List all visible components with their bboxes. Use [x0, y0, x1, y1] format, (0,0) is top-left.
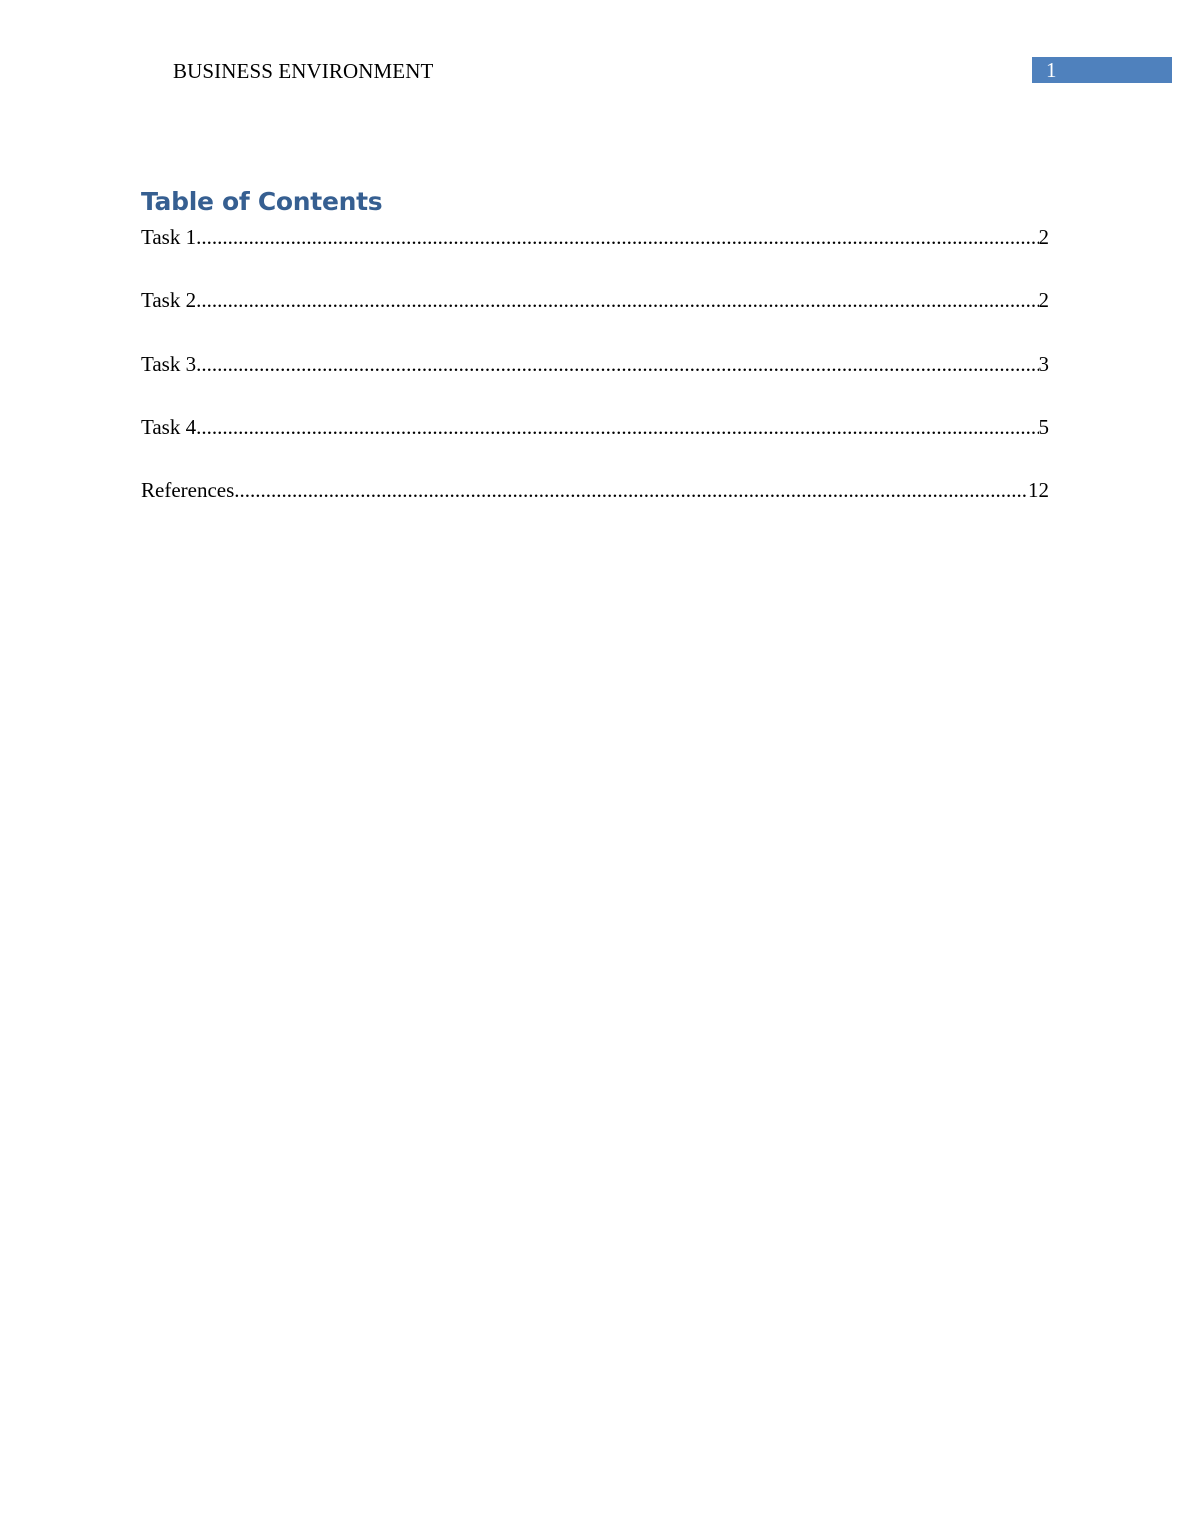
page-number-box — [1032, 57, 1172, 83]
page-number: 1 — [1046, 58, 1057, 82]
toc-entry-task-3[interactable] — [141, 351, 1049, 377]
toc-entry-label: References — [141, 478, 235, 503]
toc-list — [141, 224, 1049, 540]
toc-entry-page: 3 — [1038, 351, 1049, 376]
toc-entry-task-2[interactable] — [141, 287, 1049, 313]
toc-entry-page: 5 — [1038, 414, 1049, 439]
toc-dot-leader — [196, 287, 1038, 313]
running-header-title: BUSINESS ENVIRONMENT — [173, 59, 434, 83]
toc-dot-leader — [234, 477, 1028, 503]
toc-dot-leader — [196, 414, 1038, 440]
toc-entry-label: Task 2 — [141, 288, 197, 313]
toc-entry-page: 2 — [1038, 225, 1049, 249]
toc-entry-label: Task 3 — [141, 351, 197, 376]
toc-entry-references[interactable] — [141, 477, 1049, 503]
toc-entry-label: Task 1 — [141, 225, 197, 249]
toc-dot-leader — [196, 224, 1038, 250]
toc-entry-task-1[interactable] — [141, 224, 1049, 250]
toc-entry-page: 2 — [1038, 288, 1049, 313]
toc-heading: Table of Contents — [141, 187, 383, 216]
toc-entry-page: 12 — [1028, 478, 1049, 503]
toc-entry-task-4[interactable] — [141, 414, 1049, 440]
toc-entry-label: Task 4 — [141, 414, 197, 439]
toc-dot-leader — [196, 351, 1038, 377]
